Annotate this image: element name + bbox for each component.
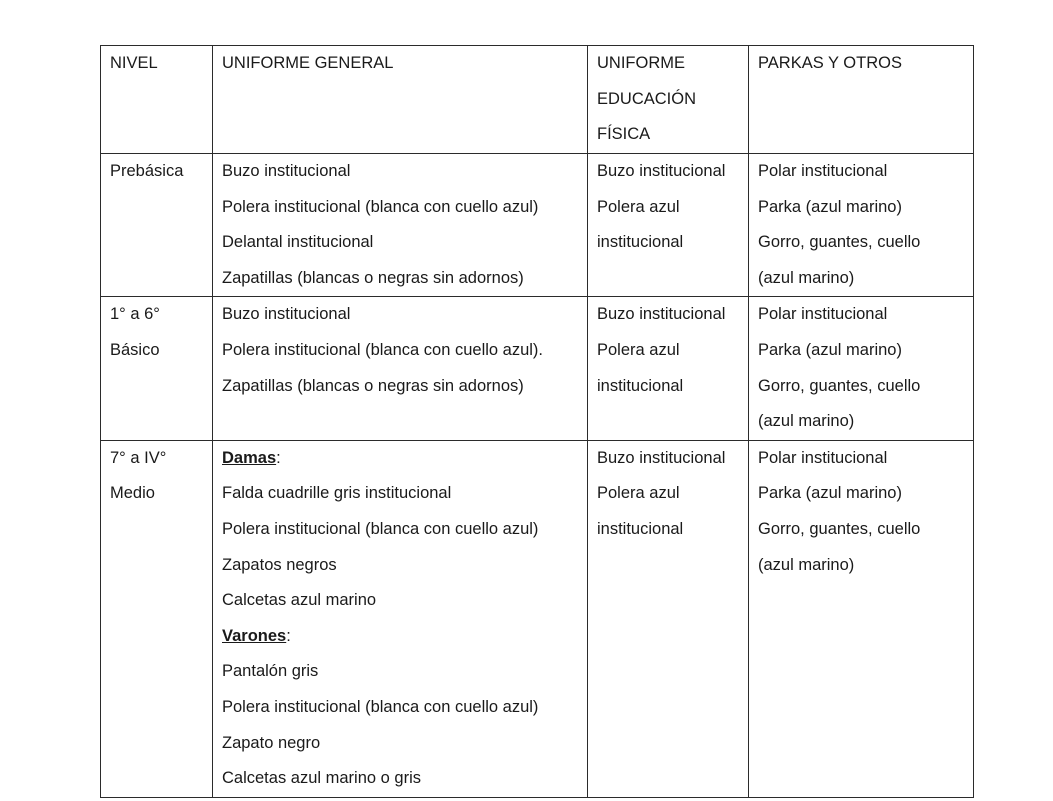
- cell-text-line: Zapatos negros: [222, 555, 337, 574]
- cell-parkas: [749, 154, 974, 297]
- cell-text-line: Polera institucional (blanca con cuello azul).: [222, 340, 544, 359]
- cell-text-line: Zapato negro: [222, 733, 321, 752]
- cell-text-line: (azul marino): [758, 268, 855, 287]
- cell-text-line: (azul marino): [758, 412, 855, 431]
- cell-text-line: Polera institucional (blanca con cuello azul): [222, 519, 539, 538]
- cell-text-line: Polera institucional (blanca con cuello azul): [222, 697, 539, 716]
- cell-text-line: institucional: [597, 519, 684, 538]
- cell-parkas: [749, 440, 974, 797]
- cell-text-line: Prebásica: [110, 162, 184, 180]
- table-row-basico: [101, 297, 974, 440]
- cell-educacion-fisica: [588, 297, 749, 440]
- cell-text-line: institucional: [597, 233, 684, 252]
- header-nivel: [101, 46, 213, 154]
- cell-text-line: Parka (azul marino): [758, 484, 902, 503]
- cell-text-line: (azul marino): [758, 555, 855, 574]
- cell-text-line: Polera azul: [597, 340, 680, 359]
- cell-text-line: Parka (azul marino): [758, 340, 902, 359]
- table-header-row: [101, 46, 974, 154]
- header-uniforme-general: [213, 46, 588, 154]
- cell-text-line: institucional: [597, 376, 684, 395]
- cell-text-line: Falda cuadrille gris institucional: [222, 484, 452, 503]
- cell-text-line: Polar institucional: [758, 162, 888, 180]
- cell-text-line: Gorro, guantes, cuello: [758, 233, 921, 252]
- cell-text-line: Medio: [110, 484, 155, 503]
- cell-educacion-fisica: [588, 154, 749, 297]
- cell-text-line: Polera azul: [597, 197, 680, 216]
- damas-heading: Damas:: [222, 448, 281, 467]
- cell-text-line: Calcetas azul marino o gris: [222, 769, 421, 788]
- cell-text-line: Polera azul: [597, 484, 680, 503]
- cell-text-line: Básico: [110, 340, 160, 359]
- cell-parkas: [749, 297, 974, 440]
- section-label: Varones: [222, 626, 287, 645]
- cell-text-line: Buzo institucional: [222, 162, 351, 180]
- cell-text-line: Parka (azul marino): [758, 197, 902, 216]
- cell-text-line: Calcetas azul marino: [222, 591, 377, 610]
- table-row-prebasica: [101, 154, 974, 297]
- cell-text-line: UNIFORME: [597, 54, 685, 72]
- cell-text-line: Zapatillas (blancas o negras sin adornos): [222, 376, 524, 395]
- uniform-table: [100, 45, 974, 798]
- cell-text-line: FÍSICA: [597, 125, 651, 144]
- cell-text-line: Zapatillas (blancas o negras sin adornos): [222, 268, 524, 287]
- cell-text-line: 7° a IV°: [110, 448, 167, 467]
- section-label: Damas: [222, 448, 277, 467]
- cell-text-line: Polera institucional (blanca con cuello azul): [222, 197, 539, 216]
- cell-text-line: 1° a 6°: [110, 305, 160, 324]
- cell-text-line: Polar institucional: [758, 448, 888, 467]
- cell-text-line: NIVEL: [110, 54, 158, 72]
- cell-text-line: Gorro, guantes, cuello: [758, 519, 921, 538]
- cell-text-line: Gorro, guantes, cuello: [758, 376, 921, 395]
- cell-text-line: Buzo institucional: [597, 162, 726, 180]
- cell-nivel: [101, 154, 213, 297]
- cell-text-line: Buzo institucional: [597, 305, 726, 324]
- header-educacion-fisica: [588, 46, 749, 154]
- cell-uniforme-general: [213, 154, 588, 297]
- cell-text-line: Pantalón gris: [222, 662, 319, 681]
- cell-nivel: [101, 440, 213, 797]
- cell-text-line: Buzo institucional: [597, 448, 726, 467]
- cell-uniforme-general: [213, 297, 588, 440]
- cell-uniforme-general: [213, 440, 588, 797]
- cell-text-line: Delantal institucional: [222, 233, 374, 252]
- cell-nivel: [101, 297, 213, 440]
- cell-text-line: UNIFORME GENERAL: [222, 54, 394, 72]
- varones-heading: Varones:: [222, 626, 291, 645]
- cell-text-line: EDUCACIÓN: [597, 89, 697, 108]
- header-parkas: [749, 46, 974, 154]
- table-row-medio: [101, 440, 974, 797]
- cell-text-line: Buzo institucional: [222, 305, 351, 324]
- cell-text-line: Polar institucional: [758, 305, 888, 324]
- cell-educacion-fisica: [588, 440, 749, 797]
- cell-text-line: PARKAS Y OTROS: [758, 54, 902, 72]
